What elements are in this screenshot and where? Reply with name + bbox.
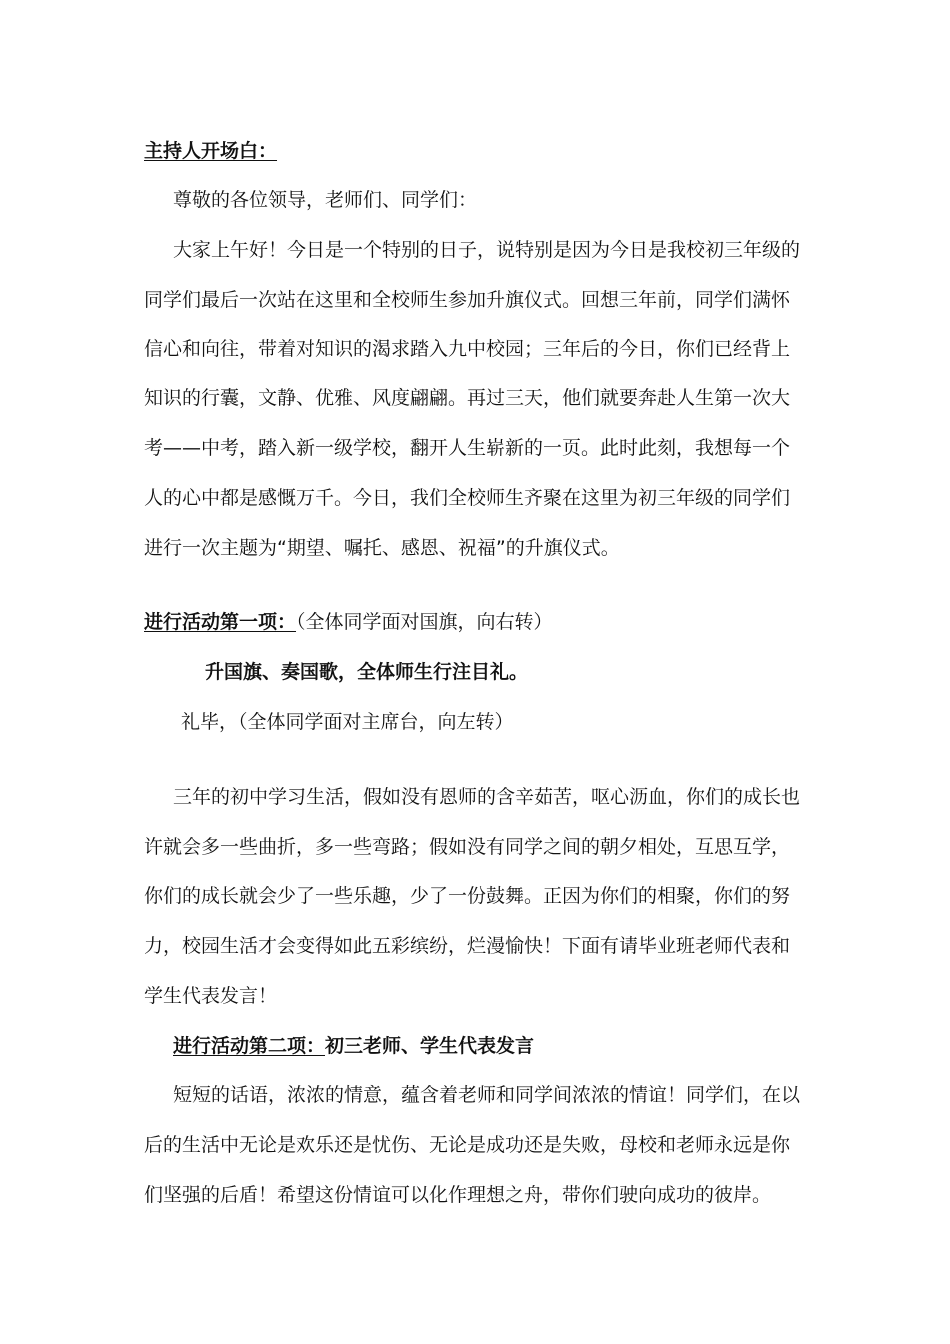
- activity-1-note: （全体同学面对国旗，向右转）: [296, 611, 553, 633]
- paragraph-line: 进行一次主题为“期望、嘱托、感恩、祝福”的升旗仪式。: [144, 537, 620, 559]
- paragraph-line: 信心和向往，带着对知识的渴求踏入九中校园；三年后的今日，你们已经背上: [144, 338, 791, 360]
- paragraph-line: 许就会多一些曲折，多一些弯路；假如没有同学之间的朝夕相处，互思互学，: [144, 836, 791, 858]
- paragraph-line: 考——中考，踏入新一级学校，翻开人生崭新的一页。此时此刻，我想每一个: [144, 437, 791, 459]
- paragraph-line: 力，校园生活才会变得如此五彩缤纷，烂漫愉快！下面有请毕业班老师代表和: [144, 935, 791, 957]
- paragraph-line: 同学们最后一次站在这里和全校师生参加升旗仪式。回想三年前，同学们满怀: [144, 289, 791, 311]
- activity-1: [144, 610, 553, 634]
- paragraph-line: 三年的初中学习生活，假如没有恩师的含辛茹苦，呕心沥血，你们的成长也: [173, 786, 801, 808]
- paragraph-line: 大家上午好！今日是一个特别的日子，说特别是因为今日是我校初三年级的: [173, 239, 801, 261]
- greeting: 尊敬的各位领导，老师们、同学们：: [173, 189, 478, 211]
- activity-1-label: 进行活动第一项：: [144, 611, 297, 633]
- paragraph-line: 人的心中都是感慨万千。今日，我们全校师生齐聚在这里为初三年级的同学们: [144, 487, 791, 509]
- activity-2: [173, 1034, 534, 1058]
- host-heading: 主持人开场白：: [144, 140, 278, 162]
- flag-raising: 升国旗、奏国歌，全体师生行注目礼。: [205, 661, 529, 683]
- paragraph-line: 后的生活中无论是欢乐还是忧伤、无论是成功还是失败，母校和老师永远是你: [144, 1134, 791, 1156]
- paragraph-line: 短短的话语，浓浓的情意，蕴含着老师和同学间浓浓的情谊！同学们，在以: [173, 1084, 801, 1106]
- ceremony-end: 礼毕，（全体同学面对主席台，向左转）: [181, 711, 514, 733]
- activity-2-rest: 初三老师、学生代表发言: [325, 1035, 535, 1057]
- paragraph-line: 学生代表发言！: [144, 985, 278, 1007]
- activity-2-label: 进行活动第二项：: [173, 1035, 326, 1057]
- paragraph-line: 你们的成长就会少了一些乐趣，少了一份鼓舞。正因为你们的相聚，你们的努: [144, 885, 791, 907]
- paragraph-line: 们坚强的后盾！希望这份情谊可以化作理想之舟，带你们驶向成功的彼岸。: [144, 1184, 772, 1206]
- paragraph-line: 知识的行囊，文静、优雅、风度翩翩。再过三天，他们就要奔赴人生第一次大: [144, 387, 791, 409]
